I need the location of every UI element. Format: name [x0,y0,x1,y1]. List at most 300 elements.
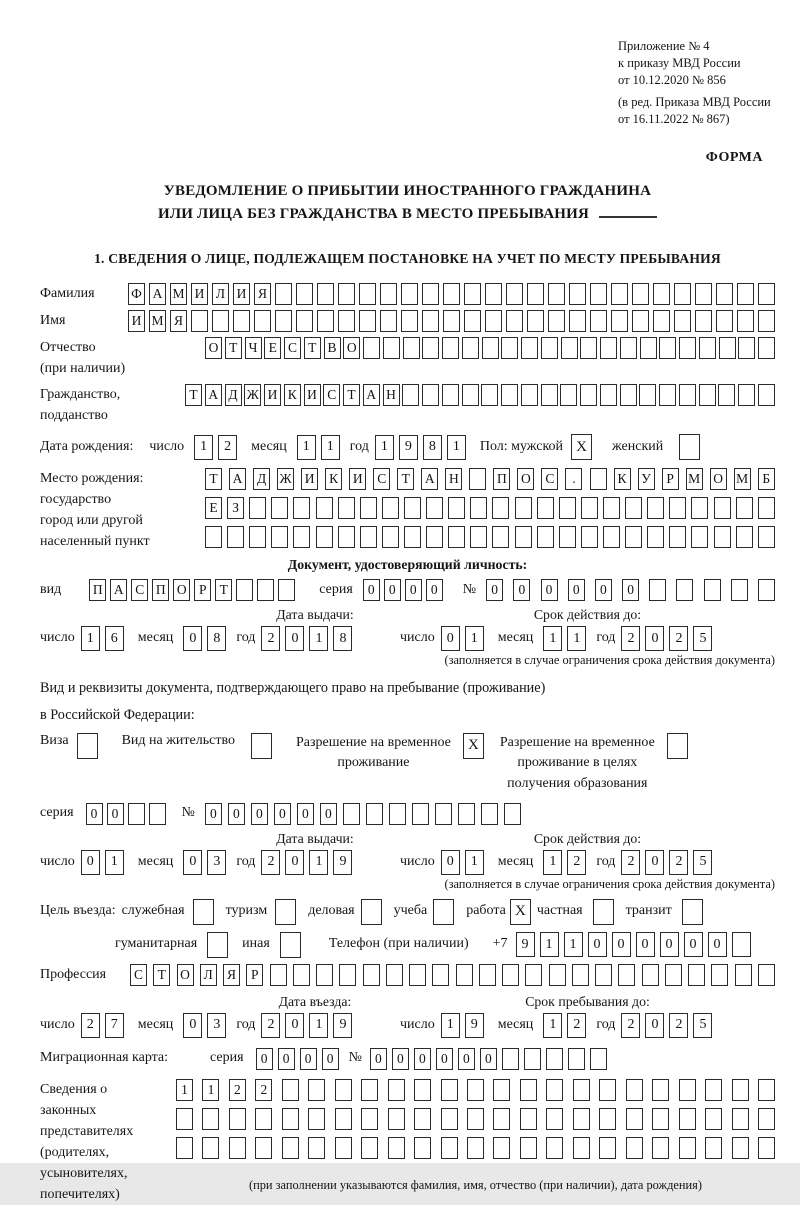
char-box[interactable] [338,526,355,548]
char-box[interactable] [600,384,617,406]
char-box[interactable]: 2 [261,626,280,651]
char-box[interactable]: 2 [669,1013,688,1038]
char-box[interactable] [401,310,418,332]
char-box[interactable] [691,497,708,519]
char-box[interactable] [202,1137,219,1159]
char-box[interactable] [549,964,566,986]
char-box[interactable] [625,526,642,548]
char-box[interactable] [736,497,753,519]
char-box[interactable] [464,283,481,305]
char-box[interactable] [293,964,310,986]
char-box[interactable] [590,310,607,332]
char-box[interactable] [255,1108,272,1130]
char-box[interactable]: А [363,384,380,406]
char-box[interactable] [590,468,607,490]
char-box[interactable]: 0 [622,579,639,601]
char-box[interactable] [386,964,403,986]
char-box[interactable] [388,1137,405,1159]
char-box[interactable]: Т [397,468,414,490]
char-box[interactable] [422,310,439,332]
char-box[interactable]: 0 [278,1048,295,1070]
char-box[interactable]: 0 [458,1048,475,1070]
char-box[interactable] [527,283,544,305]
char-box[interactable] [704,579,721,601]
char-box[interactable] [758,1137,775,1159]
char-box[interactable] [525,964,542,986]
char-box[interactable]: С [373,468,390,490]
char-box[interactable]: И [349,468,366,490]
char-box[interactable]: 2 [567,850,586,875]
char-box[interactable] [275,310,292,332]
char-box[interactable]: П [89,579,106,601]
char-box[interactable] [639,384,656,406]
char-box[interactable] [695,283,712,305]
char-box[interactable] [676,579,693,601]
char-box[interactable]: 1 [465,850,484,875]
char-box[interactable] [669,526,686,548]
char-box[interactable] [599,1137,616,1159]
char-box[interactable] [758,337,775,359]
char-box[interactable] [249,526,266,548]
char-box[interactable]: Л [200,964,217,986]
char-box[interactable]: 0 [392,1048,409,1070]
char-box[interactable] [569,283,586,305]
char-box[interactable] [404,526,421,548]
char-box[interactable] [502,964,519,986]
char-box[interactable] [711,964,728,986]
char-box[interactable] [506,310,523,332]
char-box[interactable]: 0 [285,1013,304,1038]
char-box[interactable] [432,964,449,986]
char-box[interactable]: 0 [708,932,727,957]
char-box[interactable]: 0 [297,803,314,825]
char-box[interactable] [611,283,628,305]
char-box[interactable]: А [229,468,246,490]
char-box[interactable]: 8 [333,626,352,651]
char-box[interactable] [339,964,356,986]
char-box[interactable] [669,497,686,519]
char-box[interactable]: 0 [645,1013,664,1038]
char-box[interactable] [719,337,736,359]
char-box[interactable]: 0 [320,803,337,825]
char-box[interactable]: Е [205,497,222,519]
char-box[interactable]: . [565,468,582,490]
char-box[interactable] [412,803,429,825]
char-box[interactable] [580,337,597,359]
char-box[interactable] [546,1137,563,1159]
sex-male-checkbox[interactable]: X [571,434,592,460]
char-box[interactable] [758,283,775,305]
char-box[interactable] [506,283,523,305]
char-box[interactable] [479,964,496,986]
char-box[interactable]: Д [225,384,242,406]
char-box[interactable]: 2 [621,1013,640,1038]
char-box[interactable] [758,526,775,548]
char-box[interactable]: 0 [568,579,585,601]
char-box[interactable] [404,497,421,519]
char-box[interactable] [501,384,518,406]
char-box[interactable] [282,1137,299,1159]
char-box[interactable] [481,384,498,406]
char-box[interactable]: М [149,310,166,332]
char-box[interactable] [515,497,532,519]
char-box[interactable] [363,964,380,986]
char-box[interactable]: 1 [567,626,586,651]
char-box[interactable]: Д [253,468,270,490]
char-box[interactable] [758,310,775,332]
char-box[interactable] [316,497,333,519]
char-box[interactable]: 0 [228,803,245,825]
char-box[interactable] [308,1137,325,1159]
char-box[interactable]: К [325,468,342,490]
char-box[interactable]: И [191,283,208,305]
char-box[interactable]: 8 [207,626,226,651]
char-box[interactable] [422,337,439,359]
char-box[interactable]: 0 [274,803,291,825]
char-box[interactable] [573,1137,590,1159]
char-box[interactable]: 2 [81,1013,100,1038]
char-box[interactable]: 0 [612,932,631,957]
char-box[interactable] [738,384,755,406]
char-box[interactable] [679,1079,696,1101]
char-box[interactable]: Е [264,337,281,359]
char-box[interactable] [572,964,589,986]
char-box[interactable] [361,1137,378,1159]
char-box[interactable]: 0 [363,579,380,601]
char-box[interactable] [640,337,657,359]
char-box[interactable] [422,384,439,406]
char-box[interactable]: 0 [441,850,460,875]
char-box[interactable]: 1 [543,1013,562,1038]
char-box[interactable]: Р [246,964,263,986]
purpose-official-checkbox[interactable] [193,899,214,925]
char-box[interactable]: Ф [128,283,145,305]
char-box[interactable]: 0 [285,626,304,651]
char-box[interactable] [520,1108,537,1130]
char-box[interactable] [758,497,775,519]
char-box[interactable] [737,283,754,305]
char-box[interactable]: М [686,468,703,490]
char-box[interactable] [403,337,420,359]
char-box[interactable]: 0 [645,850,664,875]
char-box[interactable] [559,526,576,548]
visa-checkbox[interactable] [77,733,98,759]
char-box[interactable]: 2 [261,1013,280,1038]
char-box[interactable] [541,337,558,359]
char-box[interactable] [338,283,355,305]
char-box[interactable] [212,310,229,332]
char-box[interactable] [699,337,716,359]
char-box[interactable]: 2 [567,1013,586,1038]
char-box[interactable]: З [227,497,244,519]
char-box[interactable] [414,1137,431,1159]
char-box[interactable] [520,1079,537,1101]
char-box[interactable] [652,1108,669,1130]
char-box[interactable] [485,310,502,332]
char-box[interactable] [653,310,670,332]
char-box[interactable] [359,283,376,305]
char-box[interactable] [229,1137,246,1159]
char-box[interactable] [502,1048,519,1070]
char-box[interactable] [626,1079,643,1101]
char-box[interactable]: Б [758,468,775,490]
char-box[interactable] [546,1048,563,1070]
char-box[interactable] [481,803,498,825]
char-box[interactable] [442,384,459,406]
char-box[interactable] [275,283,292,305]
char-box[interactable] [316,964,333,986]
char-box[interactable] [401,283,418,305]
char-box[interactable] [255,1137,272,1159]
char-box[interactable]: О [517,468,534,490]
char-box[interactable]: 9 [399,435,418,460]
char-box[interactable] [448,526,465,548]
char-box[interactable]: И [301,468,318,490]
char-box[interactable] [149,803,166,825]
char-box[interactable] [521,337,538,359]
char-box[interactable] [482,337,499,359]
char-box[interactable] [718,384,735,406]
char-box[interactable]: О [205,337,222,359]
char-box[interactable] [448,497,465,519]
char-box[interactable] [176,1108,193,1130]
char-box[interactable]: 0 [86,803,103,825]
char-box[interactable] [731,579,748,601]
char-box[interactable]: М [734,468,751,490]
char-box[interactable]: Ч [245,337,262,359]
char-box[interactable] [270,964,287,986]
char-box[interactable]: 0 [660,932,679,957]
char-box[interactable] [343,803,360,825]
char-box[interactable] [714,497,731,519]
char-box[interactable]: Я [254,283,271,305]
char-box[interactable] [470,526,487,548]
char-box[interactable] [732,1137,749,1159]
char-box[interactable] [380,283,397,305]
char-box[interactable] [716,283,733,305]
char-box[interactable]: 9 [465,1013,484,1038]
char-box[interactable]: Т [225,337,242,359]
char-box[interactable]: 0 [541,579,558,601]
char-box[interactable] [736,526,753,548]
char-box[interactable]: 0 [183,1013,202,1038]
purpose-transit-checkbox[interactable] [682,899,703,925]
char-box[interactable]: 0 [486,579,503,601]
char-box[interactable] [257,579,274,601]
purpose-business-checkbox[interactable] [361,899,382,925]
char-box[interactable] [603,526,620,548]
char-box[interactable]: В [324,337,341,359]
char-box[interactable] [293,497,310,519]
char-box[interactable] [361,1108,378,1130]
char-box[interactable] [409,964,426,986]
char-box[interactable] [467,1137,484,1159]
char-box[interactable] [485,283,502,305]
char-box[interactable] [599,1108,616,1130]
char-box[interactable]: 0 [370,1048,387,1070]
char-box[interactable]: П [152,579,169,601]
char-box[interactable]: 8 [423,435,442,460]
char-box[interactable]: 9 [333,850,352,875]
char-box[interactable]: Т [185,384,202,406]
char-box[interactable]: 2 [255,1079,272,1101]
char-box[interactable]: 3 [207,1013,226,1038]
char-box[interactable] [382,497,399,519]
char-box[interactable]: С [284,337,301,359]
char-box[interactable]: Н [445,468,462,490]
char-box[interactable] [443,310,460,332]
char-box[interactable] [590,1048,607,1070]
char-box[interactable]: 0 [81,850,100,875]
char-box[interactable] [462,337,479,359]
char-box[interactable]: 2 [621,850,640,875]
char-box[interactable]: 1 [543,850,562,875]
char-box[interactable] [600,337,617,359]
char-box[interactable] [338,310,355,332]
char-box[interactable]: 1 [564,932,583,957]
char-box[interactable]: О [343,337,360,359]
char-box[interactable]: 0 [205,803,222,825]
char-box[interactable] [254,310,271,332]
char-box[interactable] [691,526,708,548]
purpose-work-checkbox[interactable]: X [510,899,531,925]
char-box[interactable]: 1 [309,1013,328,1038]
char-box[interactable] [236,579,253,601]
char-box[interactable] [659,337,676,359]
char-box[interactable]: 2 [229,1079,246,1101]
char-box[interactable] [758,1079,775,1101]
char-box[interactable]: 0 [251,803,268,825]
char-box[interactable] [581,526,598,548]
purpose-study-checkbox[interactable] [433,899,454,925]
sex-female-checkbox[interactable] [679,434,700,460]
char-box[interactable] [652,1079,669,1101]
char-box[interactable]: 9 [516,932,535,957]
char-box[interactable] [732,1108,749,1130]
char-box[interactable]: 1 [309,626,328,651]
char-box[interactable]: 0 [595,579,612,601]
char-box[interactable]: 1 [202,1079,219,1101]
char-box[interactable]: 0 [285,850,304,875]
char-box[interactable] [317,310,334,332]
char-box[interactable]: Т [304,337,321,359]
char-box[interactable]: 0 [183,626,202,651]
char-box[interactable] [665,964,682,986]
char-box[interactable] [402,384,419,406]
char-box[interactable] [737,310,754,332]
char-box[interactable]: Р [662,468,679,490]
purpose-tourism-checkbox[interactable] [275,899,296,925]
char-box[interactable]: Т [153,964,170,986]
char-box[interactable] [308,1079,325,1101]
char-box[interactable] [603,497,620,519]
char-box[interactable] [546,1108,563,1130]
char-box[interactable] [548,283,565,305]
char-box[interactable] [527,310,544,332]
char-box[interactable] [282,1108,299,1130]
char-box[interactable]: 0 [636,932,655,957]
char-box[interactable]: И [128,310,145,332]
char-box[interactable] [470,497,487,519]
char-box[interactable] [515,526,532,548]
char-box[interactable]: С [541,468,558,490]
char-box[interactable]: 5 [693,626,712,651]
char-box[interactable]: 0 [322,1048,339,1070]
char-box[interactable] [176,1137,193,1159]
temp-residence-edu-checkbox[interactable] [667,733,688,759]
char-box[interactable]: 1 [465,626,484,651]
char-box[interactable]: М [170,283,187,305]
char-box[interactable] [389,803,406,825]
purpose-private-checkbox[interactable] [593,899,614,925]
char-box[interactable] [758,964,775,986]
char-box[interactable]: Л [212,283,229,305]
char-box[interactable]: 1 [105,850,124,875]
char-box[interactable] [317,283,334,305]
char-box[interactable] [414,1108,431,1130]
char-box[interactable]: 1 [441,1013,460,1038]
char-box[interactable]: 0 [684,932,703,957]
char-box[interactable] [732,932,751,957]
char-box[interactable]: И [264,384,281,406]
char-box[interactable] [360,497,377,519]
char-box[interactable]: Я [170,310,187,332]
char-box[interactable] [580,384,597,406]
temp-residence-checkbox[interactable]: X [463,733,484,759]
char-box[interactable]: Ж [244,384,261,406]
char-box[interactable] [632,283,649,305]
char-box[interactable] [249,497,266,519]
char-box[interactable] [618,964,635,986]
char-box[interactable]: 0 [436,1048,453,1070]
char-box[interactable] [679,1108,696,1130]
char-box[interactable] [493,1079,510,1101]
char-box[interactable] [620,337,637,359]
char-box[interactable]: 6 [105,626,124,651]
char-box[interactable] [537,497,554,519]
char-box[interactable] [699,384,716,406]
char-box[interactable]: П [493,468,510,490]
char-box[interactable] [674,310,691,332]
char-box[interactable] [716,310,733,332]
char-box[interactable] [293,526,310,548]
char-box[interactable] [524,1048,541,1070]
char-box[interactable]: 1 [321,435,340,460]
char-box[interactable]: Ж [277,468,294,490]
char-box[interactable]: А [110,579,127,601]
char-box[interactable]: Р [194,579,211,601]
char-box[interactable]: 5 [693,850,712,875]
char-box[interactable] [705,1137,722,1159]
char-box[interactable] [626,1108,643,1130]
char-box[interactable] [537,526,554,548]
char-box[interactable] [361,1079,378,1101]
char-box[interactable]: 0 [405,579,422,601]
char-box[interactable]: 1 [375,435,394,460]
char-box[interactable] [653,283,670,305]
char-box[interactable]: 1 [176,1079,193,1101]
char-box[interactable] [541,384,558,406]
purpose-other-checkbox[interactable] [280,932,301,958]
char-box[interactable] [426,526,443,548]
char-box[interactable]: А [149,283,166,305]
char-box[interactable]: 0 [256,1048,273,1070]
char-box[interactable] [296,310,313,332]
char-box[interactable] [649,579,666,601]
char-box[interactable]: 2 [261,850,280,875]
char-box[interactable] [467,1108,484,1130]
char-box[interactable] [359,310,376,332]
